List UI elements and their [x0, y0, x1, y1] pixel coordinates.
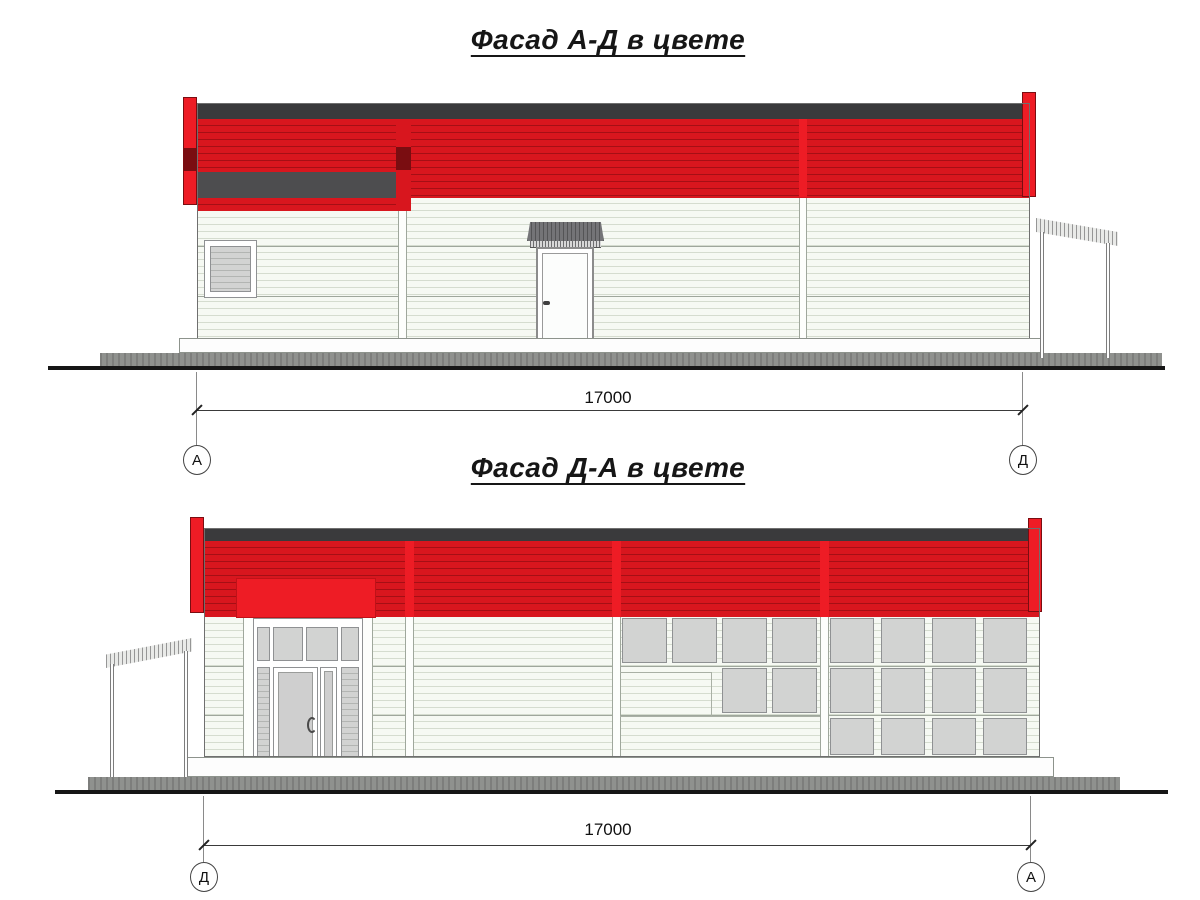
axis-letter: Д [1017, 451, 1029, 469]
axis-marker-right [1017, 862, 1045, 892]
entrance-pilaster-right [362, 617, 373, 757]
entrance-glazing-unit [253, 618, 363, 777]
window-panel [830, 668, 874, 713]
window-panel [722, 668, 767, 713]
window-panel [881, 618, 925, 663]
window-panel [830, 718, 874, 755]
transom-pane [257, 627, 270, 661]
canopy-post [184, 651, 188, 777]
sidelight-pane [341, 667, 359, 771]
transom-pane [341, 627, 359, 661]
window-panel [983, 668, 1027, 713]
fascia-pilaster [405, 541, 414, 617]
axis-letter: А [191, 451, 202, 469]
entrance-door-handle [307, 717, 317, 733]
dimension-label: 17000 [584, 388, 632, 407]
roof-band [204, 528, 1040, 541]
window-panel [932, 718, 976, 755]
window-panel [830, 618, 874, 663]
window-panel [772, 618, 817, 663]
entrance-sign-board [236, 578, 376, 618]
window-panel [672, 618, 717, 663]
axis-letter: Д [198, 868, 210, 886]
ground-line [55, 790, 1168, 794]
step-outline [711, 672, 712, 717]
canopy-post [110, 664, 114, 777]
dimension-line [203, 845, 1030, 846]
axis-letter: А [1025, 868, 1036, 886]
parapet-cap-left [190, 517, 204, 613]
dimension-label: 17000 [584, 820, 632, 839]
window-panel [932, 618, 976, 663]
step-outline [620, 716, 820, 717]
transom-pane [273, 627, 303, 661]
side-canopy-roof [106, 638, 192, 668]
axis-marker-left [190, 862, 218, 892]
window-panel [983, 618, 1027, 663]
parapet-cap-right [1028, 518, 1042, 612]
wall-panel-joint [612, 617, 621, 757]
step-outline [620, 672, 712, 673]
wall-panel-joint [405, 617, 414, 757]
fascia-pilaster [612, 541, 621, 617]
facade-ad-title: Фасад А-Д в цвете [470, 24, 746, 55]
sidelight-pane [257, 667, 270, 771]
ground-strip [88, 777, 1120, 790]
wall-panel-joint [820, 617, 829, 757]
window-panel [881, 718, 925, 755]
window-panel [722, 618, 767, 663]
window-panel [932, 668, 976, 713]
window-panel [983, 718, 1027, 755]
window-panel [772, 668, 817, 713]
plinth [186, 757, 1054, 777]
fascia-pilaster [820, 541, 829, 617]
window-panel [881, 668, 925, 713]
transom-pane [306, 627, 338, 661]
window-panel [622, 618, 667, 663]
facade-da-title: Фасад Д-А в цвете [470, 452, 746, 483]
